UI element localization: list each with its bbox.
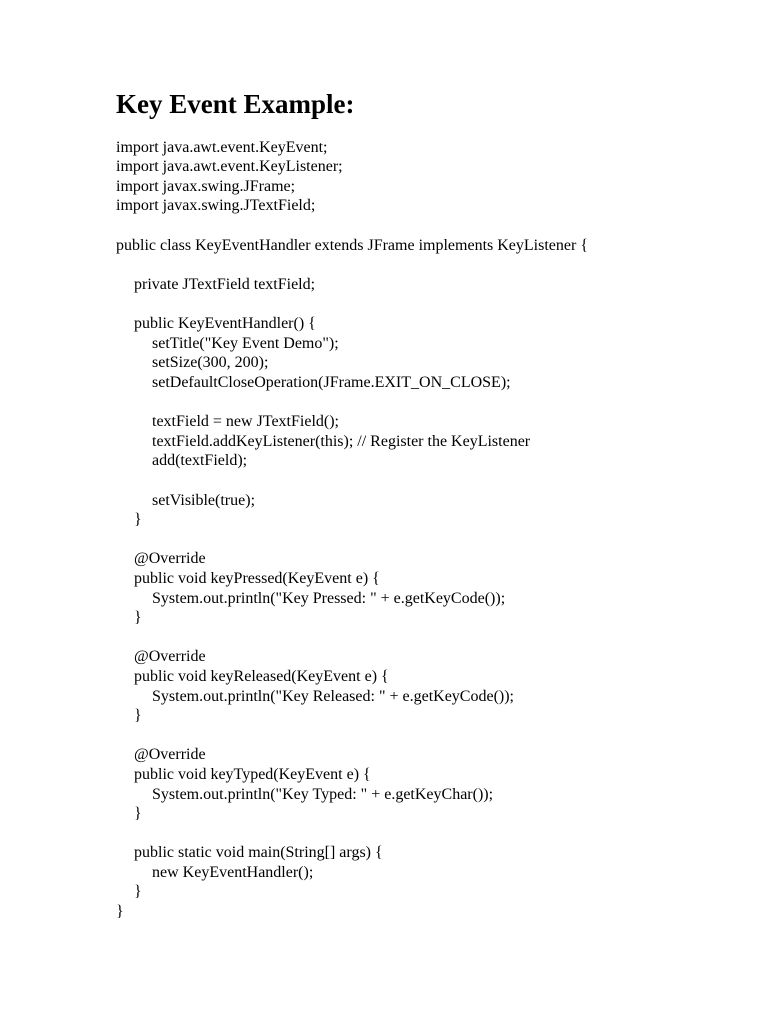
- code-line: private JTextField textField;: [134, 276, 316, 293]
- code-line: textField.addKeyListener(this); // Register the KeyListener: [152, 433, 531, 450]
- code-line: setTitle("Key Event Demo");: [152, 335, 339, 352]
- code-line: public void keyPressed(KeyEvent e) {: [134, 570, 380, 587]
- code-line: public void keyReleased(KeyEvent e) {: [134, 668, 389, 685]
- code-line: public static void main(String[] args) {: [134, 844, 383, 861]
- code-line: import java.awt.event.KeyEvent;: [116, 139, 328, 156]
- code-line: @Override: [134, 746, 206, 763]
- code-line: import javax.swing.JFrame;: [116, 178, 296, 195]
- code-line: @Override: [134, 550, 206, 567]
- code-line: }: [134, 805, 142, 822]
- code-line: public class KeyEventHandler extends JFrame implements KeyListener {: [116, 237, 588, 254]
- code-line: public void keyTyped(KeyEvent e) {: [134, 766, 371, 783]
- code-line: System.out.println("Key Typed: " + e.getKeyChar());: [152, 786, 494, 803]
- code-line: add(textField);: [152, 452, 248, 469]
- code-line: System.out.println("Key Released: " + e.getKeyCode());: [152, 688, 514, 705]
- code-line: }: [134, 609, 142, 626]
- code-line: System.out.println("Key Pressed: " + e.getKeyCode());: [152, 590, 506, 607]
- code-line: import javax.swing.JTextField;: [116, 197, 316, 214]
- code-line: @Override: [134, 648, 206, 665]
- code-line: }: [116, 903, 124, 920]
- code-line: textField = new JTextField();: [152, 413, 339, 430]
- code-line: }: [134, 511, 142, 528]
- code-line: import java.awt.event.KeyListener;: [116, 158, 343, 175]
- code-line: new KeyEventHandler();: [152, 864, 314, 881]
- code-line: setDefaultCloseOperation(JFrame.EXIT_ON_CLOSE);: [152, 374, 511, 391]
- code-line: setVisible(true);: [152, 492, 256, 509]
- page-title: Key Event Example:: [116, 89, 355, 119]
- code-line: setSize(300, 200);: [152, 354, 269, 371]
- code-line: }: [134, 883, 142, 900]
- code-line: }: [134, 707, 142, 724]
- code-line: public KeyEventHandler() {: [134, 315, 316, 332]
